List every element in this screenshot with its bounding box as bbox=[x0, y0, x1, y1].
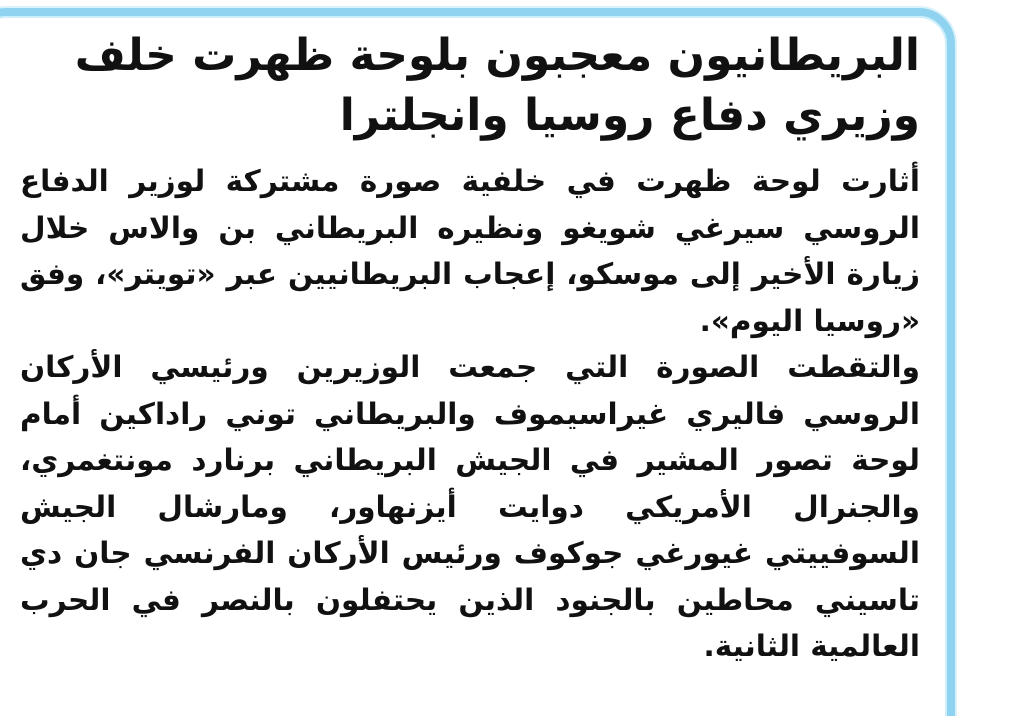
article bbox=[20, 26, 920, 670]
article-paragraph-2: والتقطت الصورة التي جمعت الوزيرين ورئيسي الأركان الروسي فاليري غيراسيموف والبريطاني توني راداكين أمام لوحة تصور المشير في الجيش البريطاني برنارد مونتغمري، والجنرال الأمريكي دوايت أيزنهاور، ومارشال الجيش السوفييتي غيورغي جوكوف ورئيس الأركان الفرنسي جان دي تاسيني محاطين بالجنود الذين يحتفلون بالنصر في الحرب العالمية الثانية. bbox=[20, 350, 920, 663]
article-body bbox=[20, 158, 920, 670]
article-paragraph-1: أثارت لوحة ظهرت في خلفية صورة مشتركة لوزير الدفاع الروسي سيرغي شويغو ونظيره البريطاني بن والاس خلال زيارة الأخير إلى موسكو، إعجاب البريطانيين عبر «تويتر»، وفق «روسيا اليوم». bbox=[20, 164, 920, 338]
article-headline: البريطانيون معجبون بلوحة ظهرت خلف وزيري دفاع روسيا وانجلترا bbox=[74, 30, 920, 141]
